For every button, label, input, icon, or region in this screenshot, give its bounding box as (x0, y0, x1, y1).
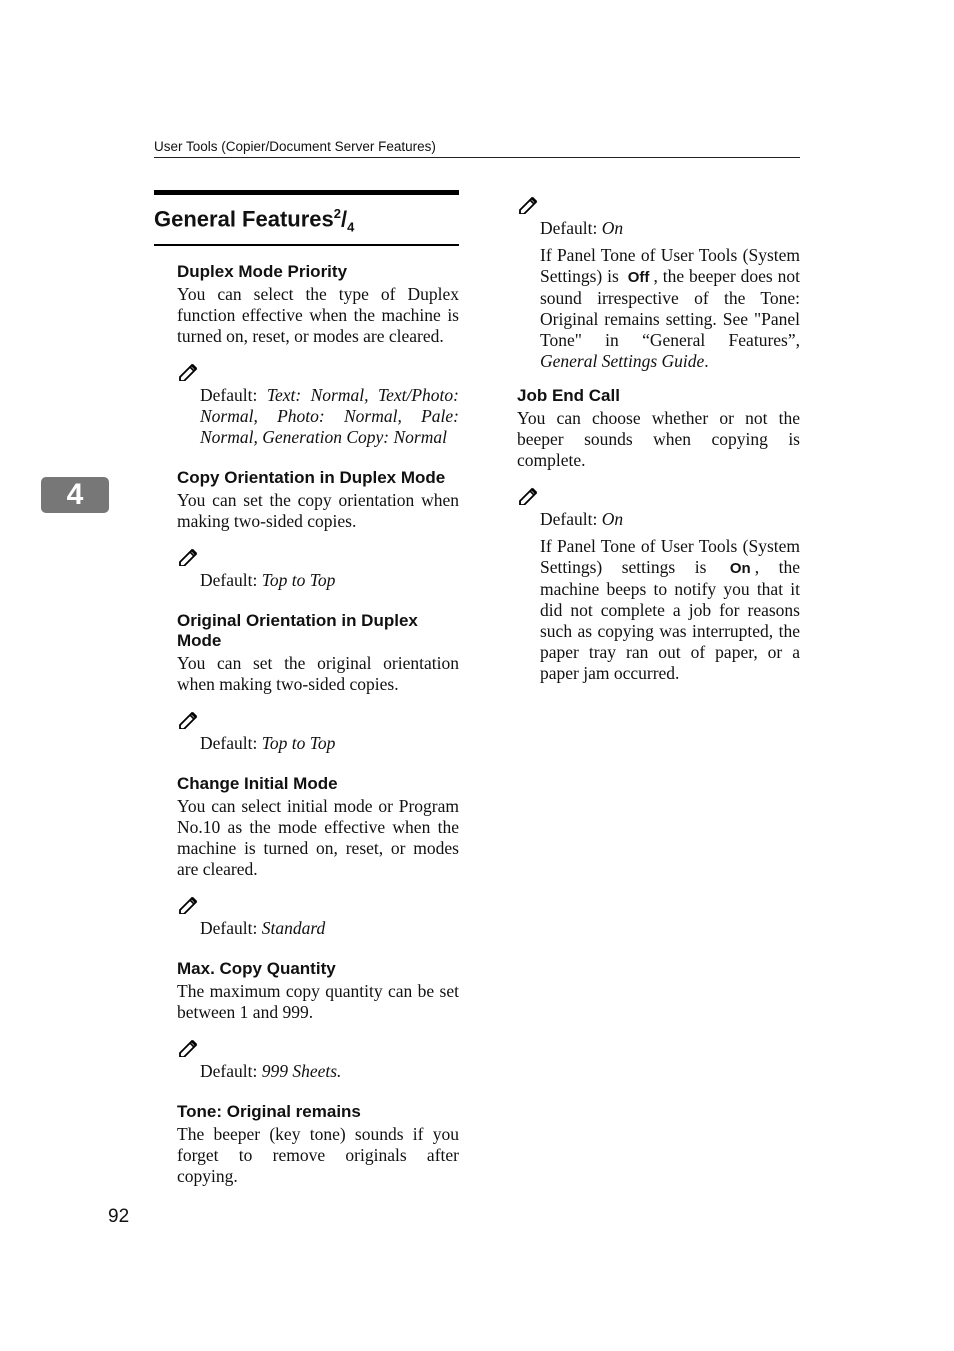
default-line (540, 218, 800, 239)
note-pencil-icon (517, 194, 539, 214)
default-value: Standard (261, 917, 326, 938)
default-value: Top to Top (261, 569, 336, 590)
setting-item (177, 959, 459, 1082)
default-line (200, 570, 459, 591)
default-label: Default: (540, 509, 602, 529)
item-title: Original Orientation in Duplex Mode (177, 610, 418, 650)
default-label: Default: (200, 917, 262, 938)
note (200, 918, 459, 939)
default-label: Default: (200, 732, 262, 753)
note-text (540, 536, 800, 684)
section-title-text: General Features (154, 206, 334, 232)
default-label: Default: (200, 384, 267, 405)
item-body: You can select initial mode or Program No.10 as the mode effective when the machine is turned on, reset, or modes are cleared. (177, 795, 459, 879)
default-line (200, 733, 459, 754)
setting-item (177, 1102, 459, 1187)
note (200, 385, 459, 448)
note-text-part: , the beeper does not sound irrespective of the Tone: Original remains setting. See "Panel Tone" in “General Features”, (540, 266, 800, 350)
section-title-sup: 2 (333, 206, 341, 221)
chapter-tab: 4 (41, 477, 109, 513)
default-line (540, 509, 800, 530)
item-title: Duplex Mode Priority (177, 261, 348, 281)
note-text-part: , the machine beeps to notify you that it did not complete a job for reasons such as copying was interrupted, the paper tray ran out of paper, or a paper jam occurred. (540, 557, 800, 683)
default-line (200, 918, 459, 939)
item-body: You can set the original orientation when making two-sided copies. (177, 652, 459, 694)
default-line (200, 385, 459, 448)
note-text (540, 245, 800, 372)
default-label: Default: (540, 218, 602, 238)
item-body: You can select the type of Duplex function effective when the machine is turned on, reset, or modes are cleared. (177, 283, 459, 346)
item-title: Tone: Original remains (177, 1101, 361, 1121)
default-value: Top to Top (261, 732, 336, 753)
default-value: On (601, 218, 624, 238)
setting-item (177, 262, 459, 448)
setting-item (177, 611, 459, 754)
note-pencil-icon (517, 485, 539, 505)
default-value: 999 Sheets. (261, 1060, 342, 1081)
item-title: Copy Orientation in Duplex Mode (177, 467, 446, 487)
note-pencil-icon (177, 546, 199, 566)
running-header: User Tools (Copier/Document Server Features) (154, 139, 800, 158)
item-body: You can set the copy orientation when making two-sided copies. (177, 489, 459, 531)
default-value: Text: Normal, Text/Photo: Normal, Photo: Normal, Pale: Normal, Generation Copy: Normal (200, 384, 459, 447)
key-off: Off (627, 269, 650, 286)
item-body: The maximum copy quantity can be set between 1 and 999. (177, 980, 459, 1022)
note (540, 509, 800, 684)
note-text-part: If Panel Tone of User Tools (System Settings) settings is (540, 536, 800, 577)
section-title-slash: / (340, 206, 348, 232)
note-text-part: . (704, 351, 709, 371)
item-body: You can choose whether or not the beeper sounds when copying is complete. (517, 408, 800, 470)
left-column (154, 190, 459, 1187)
item-title: Job End Call (517, 386, 620, 405)
section-title (154, 190, 459, 246)
page-number: 92 (108, 1206, 130, 1227)
setting-item (517, 386, 800, 684)
default-label: Default: (200, 1060, 262, 1081)
note (540, 218, 800, 372)
guide-reference: General Settings Guide (540, 351, 705, 371)
item-body: The beeper (key tone) sounds if you forget to remove originals after copying. (177, 1123, 459, 1186)
note (200, 733, 459, 754)
item-title: Max. Copy Quantity (177, 958, 336, 978)
note-pencil-icon (177, 1037, 199, 1057)
key-on: On (729, 560, 751, 577)
section-title-sub: 4 (347, 219, 355, 235)
right-column (517, 190, 800, 690)
default-label: Default: (200, 569, 262, 590)
note-pencil-icon (177, 361, 199, 381)
default-line (200, 1061, 459, 1082)
note (200, 570, 459, 591)
note-pencil-icon (177, 709, 199, 729)
note-text-part: If Panel Tone of User Tools (System Settings) is (540, 245, 800, 286)
note-pencil-icon (177, 894, 199, 914)
note (200, 1061, 459, 1082)
setting-item (177, 774, 459, 939)
setting-item (177, 468, 459, 591)
item-title: Change Initial Mode (177, 773, 338, 793)
default-value: On (601, 509, 624, 529)
